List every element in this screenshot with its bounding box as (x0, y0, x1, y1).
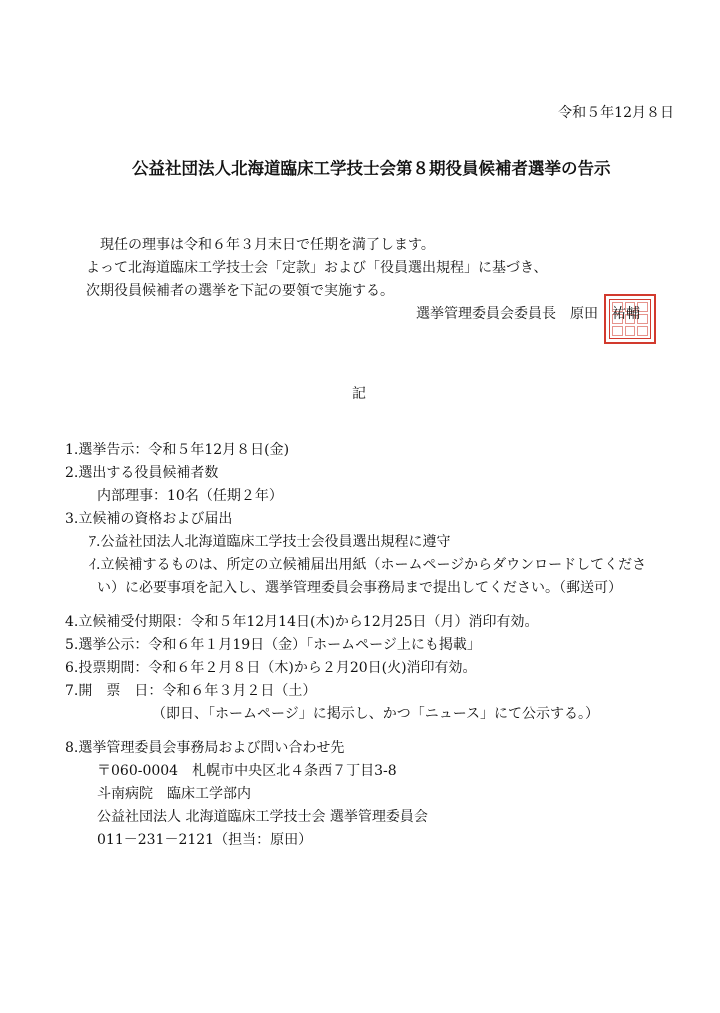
contact-organization: 公益社団法人 北海道臨床工学技士会 選挙管理委員会 (97, 809, 428, 825)
item-5: 5.選挙公示：令和６年１月19日（金）「ホームページ上にも掲載」 (65, 637, 481, 653)
document-title: 公益社団法人北海道臨床工学技士会第８期役員候補者選挙の告示 (132, 159, 611, 178)
item-3-b-line-2: い）に必要事項を記入し、選挙管理委員会事務局まで提出してください。（郵送可） (97, 580, 622, 596)
item-2-detail: 内部理事：10名（任期２年） (97, 488, 283, 504)
item-3-a: ｱ.公益社団法人北海道臨床工学技士会役員選出規程に遵守 (89, 534, 451, 550)
intro-line-1: 現任の理事は令和６年３月末日で任期を満了します。 (100, 237, 435, 253)
item-3: 3.立候補の資格および届出 (65, 511, 233, 527)
item-4: 4.立候補受付期限：令和５年12月14日(木)から12月25日（月）消印有効。 (65, 614, 539, 630)
document-date: 令和５年12月８日 (558, 105, 674, 121)
intro-line-2: よって北海道臨床工学技士会「定款」および「役員選出規程」に基づき、 (86, 260, 548, 276)
item-6: 6.投票期間：令和６年２月８日（木)から２月20日(火)消印有効。 (65, 660, 477, 676)
item-3-b-line-1: ｲ.立候補するものは、所定の立候補届出用紙（ホームページからダウンロードしてくださ (89, 557, 647, 573)
item-1: 1.選挙告示：令和５年12月８日(金) (65, 442, 290, 458)
item-7-detail: （即日、「ホームページ」に掲示し、かつ「ニュース」にて公示する。） (152, 706, 600, 722)
item-7: 7.開 票 日：令和６年３月２日（土） (65, 683, 317, 699)
item-2: 2.選出する役員候補者数 (65, 465, 219, 481)
contact-address: 〒060-0004 札幌市中央区北４条西７丁目3-8 (97, 763, 397, 779)
intro-line-3: 次期役員候補者の選挙を下記の要領で実施する。 (86, 283, 394, 299)
contact-phone: 011－231－2121（担当：原田） (97, 832, 313, 848)
item-8: 8.選挙管理委員会事務局および問い合わせ先 (65, 740, 345, 756)
signature: 選挙管理委員会委員長 原田 祐輔 (416, 306, 640, 322)
contact-department: 斗南病院 臨床工学部内 (97, 786, 251, 802)
ki-heading: 記 (352, 386, 366, 402)
